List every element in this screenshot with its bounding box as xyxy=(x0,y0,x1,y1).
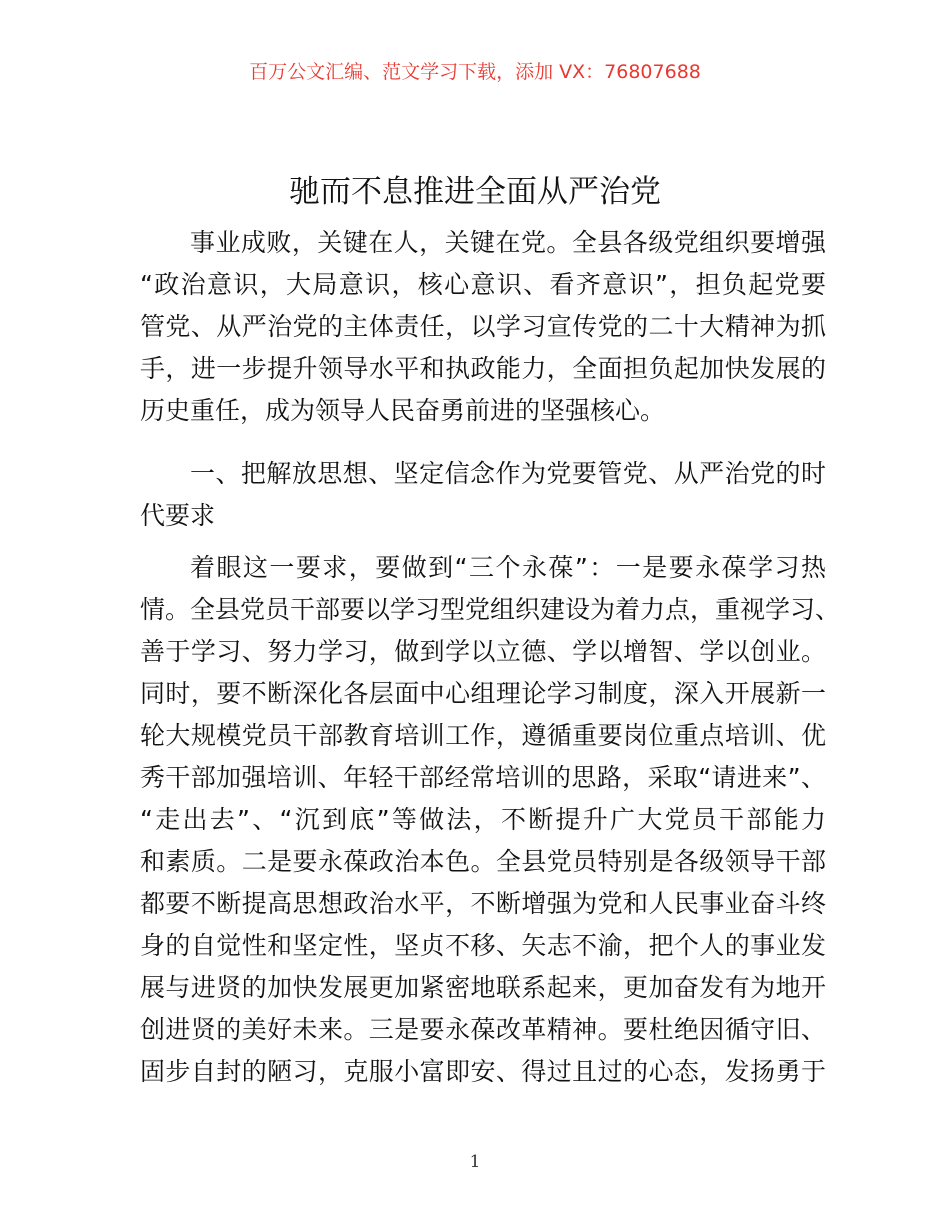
page-number: 1 xyxy=(469,1152,481,1172)
text-line: 善于学习、努力学习，做到学以立德、学以增智、学以创业。 xyxy=(140,637,826,666)
text-line: 都要不断提高思想政治水平，不断增强为党和人民事业奋斗终 xyxy=(140,889,826,918)
text-line: 事业成败，关键在人，关键在党。全县各级党组织要增强 xyxy=(190,228,826,257)
text-line: 身的自觉性和坚定性，坚贞不移、矢志不渝，把个人的事业发 xyxy=(140,931,826,960)
text-line: 手，进一步提升领导水平和执政能力，全面担负起加快发展的 xyxy=(140,354,826,383)
text-line: “走出去”、“沉到底”等做法，不断提升广大党员干部能力 xyxy=(140,805,826,834)
text-line: 轮大规模党员干部教育培训工作，遵循重要岗位重点培训、优 xyxy=(140,721,826,750)
text-line: 和素质。二是要永葆政治本色。全县党员特别是各级领导干部 xyxy=(140,847,826,876)
text-line: 代要求 xyxy=(140,501,216,530)
text-line: “政治意识，大局意识，核心意识、看齐意识”，担负起党要 xyxy=(140,270,826,299)
text-line: 固步自封的陋习，克服小富即安、得过且过的心态，发扬勇于 xyxy=(140,1057,826,1086)
text-line: 展与进贤的加快发展更加紧密地联系起来，更加奋发有为地开 xyxy=(140,973,826,1002)
text-line: 管党、从严治党的主体责任，以学习宣传党的二十大精神为抓 xyxy=(140,312,826,341)
text-line: 秀干部加强培训、年轻干部经常培训的思路，采取“请进来”、 xyxy=(140,763,826,792)
watermark-header: 百万公文汇编、范文学习下载，添加 VX：76807688 xyxy=(249,61,701,83)
text-line: 情。全县党员干部要以学习型党组织建设为着力点，重视学习、 xyxy=(140,595,841,624)
text-line: 创进贤的美好未来。三是要永葆改革精神。要杜绝因循守旧、 xyxy=(140,1015,826,1044)
text-line: 历史重任，成为领导人民奋勇前进的坚强核心。 xyxy=(140,396,666,425)
document-title: 驰而不息推进全面从严治党 xyxy=(289,174,661,210)
text-line: 一、把解放思想、坚定信念作为党要管党、从严治党的时 xyxy=(190,459,826,488)
text-line: 着眼这一要求，要做到“三个永葆”：一是要永葆学习热 xyxy=(190,553,826,582)
text-line: 同时，要不断深化各层面中心组理论学习制度，深入开展新一 xyxy=(140,679,826,708)
